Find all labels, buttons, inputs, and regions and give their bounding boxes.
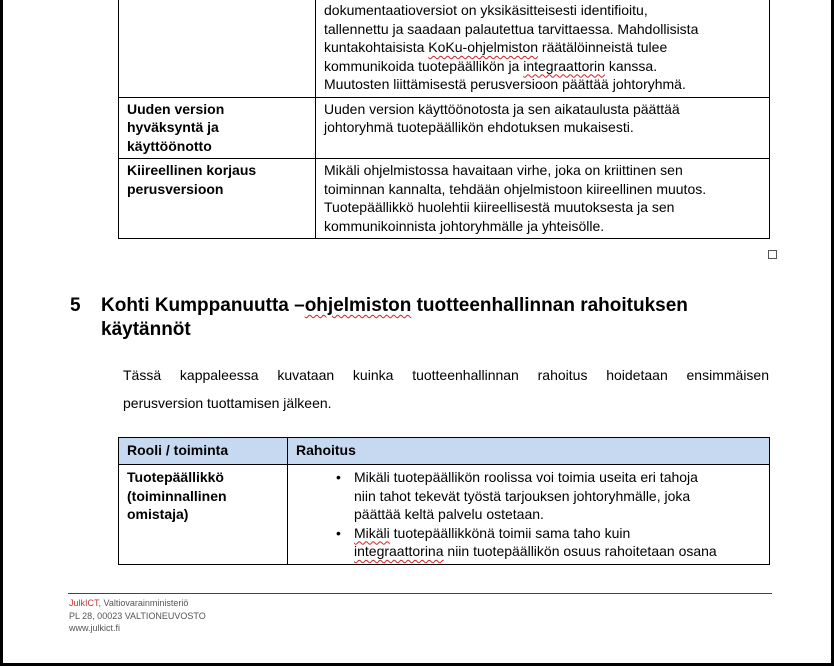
table-row [119, 465, 770, 565]
footer-org: JulkICT [69, 598, 99, 608]
footer-url[interactable]: www.julkict.fi [69, 623, 121, 633]
row-text: dokumentaatioversiot on yksikäsitteisesti identifioitu, tallennettu ja saadaan palautettua tarvittaessa. Mahdollisista kuntakohtaisista KoKu-ohjelmiston räätälöinneistä tulee kommunikoida tuotepäällikön ja integraattorin kanssa. Muutosten liittämisestä perusversioon päättää johtoryhmä. [316, 0, 770, 97]
table-row [119, 159, 770, 239]
bullet-list [296, 468, 761, 561]
governance-table [118, 0, 770, 239]
row-label: Uuden version hyväksyntä ja käyttöönotto [119, 97, 316, 159]
column-header: Rooli / toiminta [119, 438, 288, 465]
intro-paragraph: Tässä kappaleessa kuvataan kuinka tuotteenhallinnan rahoitus hoidetaan ensimmäisen perusversion tuottamisen jälkeen. [123, 367, 769, 411]
row-label: Kiireellinen korjaus perusversioon [119, 159, 316, 239]
list-item: • Mikäli tuotepäällikkönä toimii sama taho kuin integraattorina niin tuotepäällikön osuus rahoitetaan osana [336, 524, 761, 561]
list-item: • Mikäli tuotepäällikön roolissa voi toimia useita eri tahoja niin tahot tekevät työstä tarjouksen johtoryhmälle, joka päättää keltä palvelu ostetaan. [336, 468, 761, 524]
table-resize-handle[interactable] [768, 250, 777, 259]
table-row [119, 0, 770, 97]
column-header: Rahoitus [288, 438, 770, 465]
section-number: 5 [70, 295, 81, 316]
row-text [288, 465, 770, 565]
footer-address: PL 28, 00023 VALTIONEUVOSTO [69, 610, 206, 621]
table-header-row [119, 438, 770, 465]
row-label [119, 0, 316, 97]
section-title: Kohti Kumppanuutta –ohjelmiston tuotteenhallinnan rahoituksen käytännöt [101, 295, 688, 340]
row-text: Uuden version käyttöönotosta ja sen aikataulusta päättää johtoryhmä tuotepäällikön ehdotuksen mukaisesti. [316, 97, 770, 159]
footer-divider [68, 593, 772, 594]
page-footer: JulkICT, Valtiovarainministeriö PL 28, 00023 VALTIONEUVOSTO www.julkict.fi [69, 598, 206, 633]
table-row [119, 97, 770, 159]
funding-table [118, 437, 770, 565]
row-label: Tuotepäällikkö (toiminnallinen omistaja) [119, 465, 288, 565]
row-text: Mikäli ohjelmistossa havaitaan virhe, joka on kriittinen sen toiminnan kannalta, tehdään ohjelmistoon kiireellinen muutos. Tuotepäällikkö huolehtii kiireellisestä muutoksesta ja sen kommunikoinnista johtoryhmälle ja yhteisölle. [316, 159, 770, 239]
